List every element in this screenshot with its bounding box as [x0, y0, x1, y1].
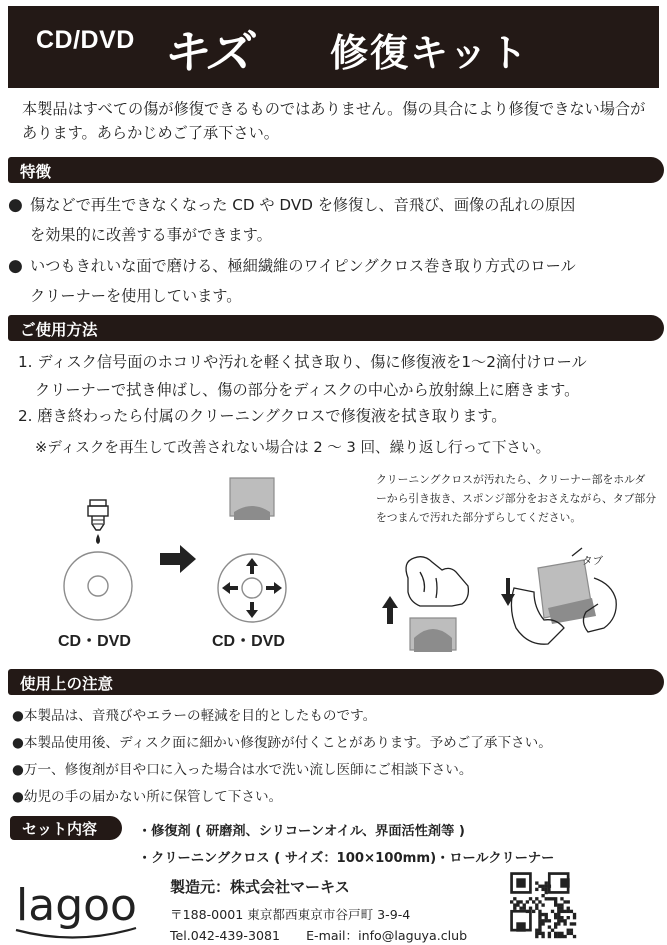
header-prefix: CD/DVD: [36, 26, 135, 54]
set-item-1: ・修復剤 ( 研磨剤、シリコーンオイル、界面活性剤等 ): [138, 824, 465, 839]
disc-label-right: CD・DVD: [212, 633, 285, 650]
section-title: ご使用方法: [20, 321, 98, 339]
maker-name: 製造元：株式会社マーキス: [170, 878, 350, 896]
feature-item-2: いつもきれいな面で磨ける、極細繊維のワイピングクロス巻き取り方式のロール クリーナーを使用しています。: [30, 257, 576, 305]
cleaner-roll-icon: [538, 560, 596, 624]
qr-code-icon[interactable]: [510, 872, 576, 938]
section-cautions: [8, 669, 664, 695]
hand-icon: [406, 557, 468, 606]
cleaner-holder-icon: [230, 478, 274, 520]
arrow-right-icon: [158, 545, 198, 575]
tab-label: タブ: [582, 555, 603, 567]
maker-email[interactable]: E-mail：info@laguya.club: [306, 928, 468, 943]
holder-icon: [410, 618, 456, 652]
set-item-2: ・クリーニングクロス ( サイズ：100×100mm)・ロールクリーナー: [138, 851, 555, 866]
cleaner-disc-illustration: [200, 476, 300, 626]
caution-item-4: ●幼児の手の届かない所に保管して下さい。: [12, 789, 283, 805]
maker-address: 〒188-0001 東京都西東京市谷戸町 3-9-4: [170, 907, 411, 922]
lagoo-logo: [12, 874, 152, 944]
usage-step-1: 1. ディスク信号面のホコリや汚れを軽く拭き取り、傷に修復液を1～2滴付けロール クリーナーで拭き伸ばし、傷の部分をディスクの中心から放射線上に磨きます。: [18, 353, 587, 399]
intro-text: 本製品はすべての傷が修復できるものではありません。傷の具合により修復できない場合があります。あらかじめご了承下さい。: [22, 100, 646, 142]
section-usage: [8, 315, 664, 341]
header-kizu: キズ: [159, 25, 259, 79]
dropper-icon: [88, 500, 108, 544]
slide-tab-illustration: [494, 548, 634, 658]
feature-item-1: 傷などで再生できなくなった CD や DVD を修復し、音飛び、画像の乱れの原因 を効果的に改善する事ができます。: [30, 196, 576, 244]
caution-item-1: ●本製品は、音飛びやエラーの軽減を目的としたものです。: [12, 708, 377, 724]
maker-contact: [170, 925, 467, 944]
arrow-up-icon: [382, 596, 398, 624]
usage-step-2: 2. 磨き終わったら付属のクリーニングクロスで修復液を拭き取ります。: [18, 407, 507, 425]
svg-text:lagoo: lagoo: [16, 880, 137, 931]
maker-tel: Tel.042-439-3081: [170, 928, 281, 943]
set-contents-title: セット内容: [22, 820, 98, 838]
section-features: [8, 157, 664, 183]
set-contents-badge: [10, 816, 122, 840]
disc-icon: [64, 552, 132, 620]
caution-item-2: ●本製品使用後、ディスク面に細かい修復跡が付くことがあります。予めご了承下さい。: [12, 735, 552, 751]
pull-cleaner-illustration: [380, 548, 500, 658]
bullet: ●: [8, 256, 23, 276]
section-title: 使用上の注意: [20, 675, 114, 693]
usage-note: ※ディスクを再生して改善されない場合は 2 ～ 3 回、繰り返し行って下さい。: [35, 439, 551, 456]
radial-arrows-icon: [222, 558, 282, 618]
cloth-note: クリーニングクロスが汚れたら、クリーナー部をホルダーから引き抜き、スポンジ部分をおさえながら、タブ部分をつまんで汚れた部分ずらしてください。: [376, 473, 657, 524]
dropper-disc-illustration: [50, 498, 170, 628]
section-title: 特徴: [20, 163, 52, 181]
header-banner: [8, 6, 659, 88]
header-kit: 修復キット: [330, 31, 530, 75]
bullet: ●: [8, 195, 23, 215]
caution-item-3: ●万一、修復剤が目や口に入った場合は水で洗い流し医師にご相談下さい。: [12, 762, 473, 778]
disc-label-left: CD・DVD: [58, 633, 131, 650]
